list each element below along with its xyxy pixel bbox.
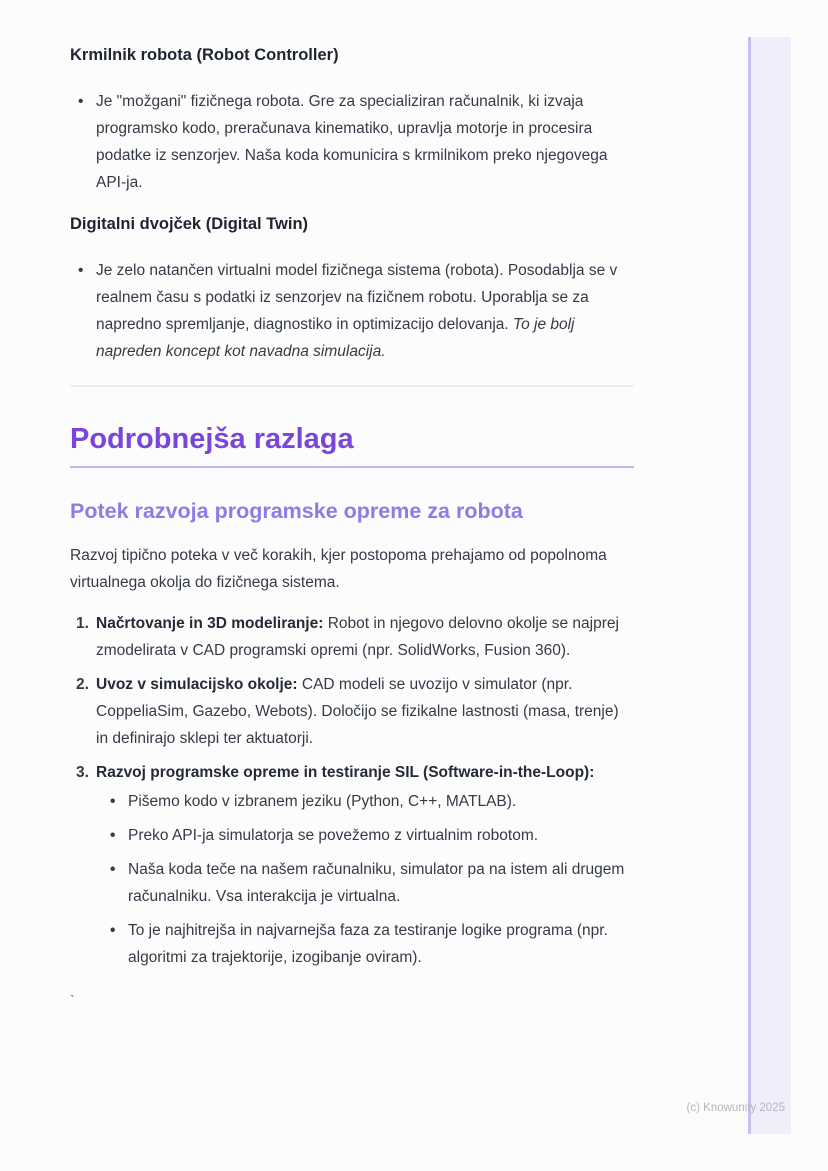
step-item-1: [70, 610, 634, 664]
bullet-icon: •: [110, 827, 116, 844]
copyright-note: (c) Knowunity 2025: [686, 1102, 785, 1114]
sil-sub-list: [96, 788, 634, 971]
step-number: 3.: [76, 764, 89, 781]
heading-digital-twin: Digitalni dvojček (Digital Twin): [70, 215, 309, 233]
sub-list-item: [96, 856, 634, 910]
step-rest: Robot in njegovo delovno okolje se najprej zmodelirata v CAD programski opremi (npr. SolidWorks, Fusion 360).: [96, 615, 619, 659]
scrollbar[interactable]: [748, 37, 791, 1134]
bullet-icon: •: [110, 793, 116, 810]
list-item: [70, 88, 634, 196]
robot-controller-list: [70, 88, 634, 196]
sub-item-text: Preko API-ja simulatorja se povežemo z virtualnim robotom.: [128, 827, 539, 844]
list-item: [70, 257, 634, 365]
heading-robot-controller: Krmilnik robota (Robot Controller): [70, 46, 339, 64]
bullet-icon: •: [78, 262, 84, 279]
step-lead: Načrtovanje in 3D modeliranje:: [96, 615, 324, 632]
sub-list-item: [96, 822, 634, 849]
development-steps-list: [70, 610, 634, 978]
page-title: Podrobnejša razlaga: [70, 421, 634, 468]
sub-list-item: [96, 917, 634, 971]
step-number: 2.: [76, 676, 89, 693]
step-lead: Uvoz v simulacijsko okolje:: [96, 676, 298, 693]
intro-paragraph: Razvoj tipično poteka v več korakih, kjer postopoma prehajamo od popolnoma virtualnega okolja do fizičnega sistema.: [70, 547, 607, 591]
list-item-text-italic: To je bolj napreden koncept kot navadna simulacija.: [96, 316, 575, 360]
step-text: [96, 759, 634, 978]
step-item-2: [70, 671, 634, 752]
section-divider: [70, 385, 634, 387]
sub-item-text: Naša koda teče na našem računalniku, simulator pa na istem ali drugem računalniku. Vsa interakcija je virtualna.: [128, 861, 625, 905]
bullet-icon: •: [110, 922, 116, 939]
list-item-text: [96, 257, 634, 365]
section-title: Potek razvoja programske opreme za robota: [70, 499, 523, 523]
digital-twin-list: [70, 257, 634, 365]
list-item-text-normal: Je zelo natančen virtualni model fizičnega sistema (robota). Posodablja se v realnem času s podatki iz senzorjev na fizičnem robotu. Uporablja se za napredno spremljanje, diagnostiko in optimizacijo delovanja.: [96, 262, 618, 333]
step-text: [96, 610, 634, 664]
sub-list-item: [96, 788, 634, 815]
bullet-icon: •: [78, 93, 84, 110]
document-content: [70, 44, 634, 1008]
step-rest: CAD modeli se uvozijo v simulator (npr. CoppeliaSim, Gazebo, Webots). Določijo se fizikalne lastnosti (masa, trenje) in definirajo sklepi ter aktuatorji.: [96, 676, 619, 747]
step-number: 1.: [76, 615, 89, 632]
bullet-icon: •: [110, 861, 116, 878]
list-item-text: Je "možgani" fizičnega robota. Gre za specializiran računalnik, ki izvaja programsko kodo, preračunava kinematiko, upravlja motorje in procesira podatke iz senzorjev. Naša koda komunicira s krmilnikom preko njegovega API-ja.: [96, 93, 608, 191]
sub-item-text: Pišemo kodo v izbranem jeziku (Python, C++, MATLAB).: [128, 793, 517, 810]
sub-item-text: To je najhitrejša in najvarnejša faza za testiranje logike programa (npr. algoritmi za trajektorije, izogibanje oviram).: [128, 922, 608, 966]
step-text: [96, 671, 634, 752]
step-lead: Razvoj programske opreme in testiranje SIL (Software-in-the-Loop):: [96, 764, 595, 781]
step-item-3: [70, 759, 634, 978]
stray-backtick: `: [70, 992, 75, 1008]
